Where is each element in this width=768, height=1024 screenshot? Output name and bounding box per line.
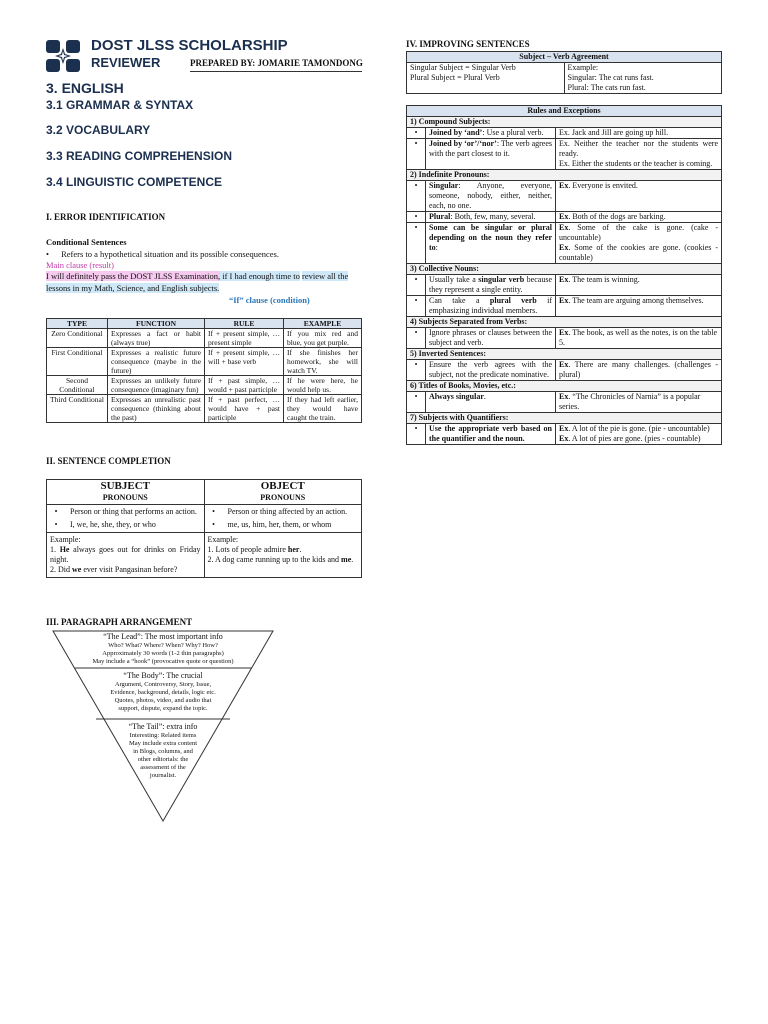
- example-text: 2. Did: [50, 565, 72, 574]
- example-pronoun: her: [287, 545, 300, 554]
- sva-header: [407, 52, 722, 63]
- sva-examples: [564, 63, 722, 94]
- rule-bold: Joined by ‘and’: [429, 128, 483, 137]
- bullet-icon: •: [407, 212, 426, 223]
- tail-line-6: journalist.: [149, 772, 177, 779]
- example-prefix: Ex: [559, 181, 569, 190]
- header-rule: [190, 71, 362, 72]
- rules-group-header: [407, 317, 722, 328]
- lead-line-1: Who? What? Where? When? Why? How?: [108, 642, 218, 649]
- bullet-icon: •: [212, 507, 215, 516]
- subject-header: [47, 480, 205, 505]
- bullet-icon: •: [407, 128, 426, 139]
- rules-title: Rules and Exceptions: [407, 106, 722, 117]
- example-text: . Some of the cake is gone. (cake - uncountable): [559, 223, 718, 242]
- rule-heading: 2) Indefinite Pronouns:: [407, 170, 722, 181]
- col-function: FUNCTION: [108, 319, 205, 329]
- tail-line-1: Interesting: Related items: [129, 732, 197, 739]
- rule-text: Ensure the verb agrees with the subject, not the predicate nominative.: [426, 360, 556, 381]
- table-cell: Expresses an unlikely future consequence (imaginary fun): [108, 376, 205, 395]
- sva-title: Subject – Verb Agreement: [407, 52, 722, 63]
- example-sentence: [46, 270, 356, 294]
- rule-row: [407, 328, 722, 349]
- table-cell: Expresses a fact or habit (always true): [108, 329, 205, 348]
- table-cell: If they had left earlier, they would have caught the train.: [284, 395, 362, 423]
- tail-line-2: May include extra content: [128, 740, 198, 747]
- body-line-4: support, dispute, expand the topic.: [118, 705, 208, 712]
- brand-subtitle: REVIEWER: [91, 55, 161, 70]
- bullet-icon: •: [46, 249, 49, 259]
- rule-rest: : The verb agrees with the part closest to it.: [429, 139, 553, 158]
- bullet-icon: •: [54, 507, 58, 516]
- rule-rest: because they represent a single entity.: [429, 275, 553, 294]
- example-text: always goes out for drinks on Friday night.: [50, 545, 201, 564]
- pronoun-table: [46, 479, 362, 578]
- rules-group-header: [407, 349, 722, 360]
- rule-row: [407, 275, 722, 296]
- prepared-by: PREPARED BY: JOMARIE TAMONDONG: [190, 58, 363, 68]
- example-prefix: Ex: [559, 328, 569, 337]
- subject-definition-text: Person or thing that performs an action.: [70, 507, 197, 516]
- example-prefix: Ex: [559, 434, 569, 443]
- rule-text: [426, 296, 556, 317]
- rule-text: [426, 223, 556, 264]
- example-text: 2. A dog came running up to the kids and: [207, 555, 342, 564]
- body-line-2: Evidence, background, details, logic etc.: [110, 689, 216, 696]
- example-prefix: Ex: [559, 243, 569, 252]
- section-grammar: 3.1 GRAMMAR & SYNTAX: [46, 98, 194, 112]
- example-label: Example:: [207, 535, 239, 544]
- rule-rest: :: [435, 243, 438, 252]
- sva-rule-plural: Plural Subject = Plural Verb: [410, 73, 500, 82]
- example-text: . The team is winning.: [568, 275, 640, 284]
- rule-rest: Can take a: [429, 296, 490, 305]
- sva-example-plural: Plural: The cats run fast.: [567, 83, 646, 92]
- rule-example-line: [559, 424, 718, 434]
- rule-text: [426, 275, 556, 296]
- rule-bold: Use the appropriate verb based on the quantifier and the noun.: [429, 424, 552, 443]
- example-prefix: Ex: [559, 296, 569, 305]
- table-cell: Expresses an unrealistic past consequence (thinking about the past): [108, 395, 205, 423]
- rule-example: [556, 296, 722, 317]
- body-block: [80, 670, 246, 713]
- table-cell: If + past perfect, … would have + past participle: [205, 395, 284, 423]
- conditional-table: [46, 318, 362, 423]
- rules-group-header: [407, 264, 722, 275]
- example-text: . A lot of the pie is gone. (pie - uncountable): [568, 424, 710, 433]
- rule-rest: : Use a plural verb.: [482, 128, 544, 137]
- rule-row: [407, 223, 722, 264]
- rule-text: [426, 139, 556, 170]
- example-prefix: Ex: [559, 275, 569, 284]
- tail-line-5: assessment of the: [140, 764, 186, 771]
- rule-example: [556, 424, 722, 445]
- table-cell: If you mix red and blue, you get purple.: [284, 329, 362, 348]
- example-text: .: [351, 555, 354, 564]
- rule-row: [407, 212, 722, 223]
- example-prefix: Ex: [559, 424, 569, 433]
- rule-text: [426, 212, 556, 223]
- subject-examples: [47, 533, 205, 578]
- example-text: . A lot of pies are gone. (pies - countable): [568, 434, 701, 443]
- conditional-subheading: Conditional Sentences: [46, 237, 127, 247]
- example-text: . The team are arguing among themselves.: [568, 296, 704, 305]
- rule-bold: singular verb: [478, 275, 525, 284]
- example-label: Example:: [567, 63, 599, 72]
- rule-rest: : Both, few, many, several.: [450, 212, 536, 221]
- example-text: ever visit Pangasinan before?: [81, 565, 178, 574]
- tail-title: “The Tail”: extra info: [128, 722, 198, 731]
- rule-example: [556, 223, 722, 264]
- body-line-3: Quotes, photos, video, and audio that: [114, 697, 212, 704]
- rule-row: [407, 296, 722, 317]
- rule-example: [556, 360, 722, 381]
- col-rule: RULE: [205, 319, 284, 329]
- object-example-2: [208, 555, 359, 565]
- if-clause-label: “If” clause (condition): [229, 295, 310, 305]
- bullet-icon: •: [407, 223, 426, 264]
- example-text: 1.: [50, 545, 60, 554]
- example-label: Example:: [50, 535, 81, 544]
- sva-table: [406, 51, 722, 94]
- rule-rest: if emphasizing individual members.: [429, 296, 552, 315]
- tail-line-3: in Blogs, columns, and: [133, 748, 193, 755]
- rule-example: [556, 139, 722, 170]
- rule-text: [426, 424, 556, 445]
- body-title: “The Body”: The crucial: [123, 671, 203, 680]
- bullet-icon: •: [407, 392, 426, 413]
- rules-header: [407, 106, 722, 117]
- example-text: . The book, as well as the notes, is on the table 5.: [559, 328, 718, 347]
- pronoun-header-row: [47, 480, 362, 505]
- col-example: EXAMPLE: [284, 319, 362, 329]
- object-definition-text: Person or thing affected by an action.: [227, 507, 348, 516]
- bullet-icon: •: [407, 181, 426, 212]
- table-cell: If + present simple, …present simple: [205, 329, 284, 348]
- main-clause-text: I will definitely pass the DOST JLSS Examination,: [46, 271, 221, 281]
- object-examples: [204, 533, 362, 578]
- rule-row: [407, 139, 722, 170]
- conditional-table-header: [47, 319, 362, 329]
- lead-line-3: May include a “hook” (provocative quote or question): [92, 658, 234, 665]
- example-prefix: Ex: [559, 360, 569, 369]
- rules-group-header: [407, 413, 722, 424]
- bullet-icon: •: [54, 520, 58, 529]
- rule-example-line: [559, 223, 718, 243]
- sva-rule-singular: Singular Subject = Singular Verb: [410, 63, 516, 72]
- bullet-icon: •: [407, 296, 426, 317]
- example-prefix: Ex: [559, 223, 569, 232]
- example-text: . Some of the cookies are gone. (cookies - countable): [559, 243, 718, 262]
- bullet-icon: •: [407, 424, 426, 445]
- rule-example-line: [559, 243, 718, 263]
- object-title: OBJECT: [260, 480, 305, 492]
- logo: [46, 40, 80, 72]
- rule-heading: 6) Titles of Books, Movies, etc.:: [407, 381, 722, 392]
- rule-text: Ignore phrases or clauses between the subject and verb.: [426, 328, 556, 349]
- table-cell: If she finishes her homework, she will watch TV.: [284, 348, 362, 376]
- table-cell: If + present simple, … will + base verb: [205, 348, 284, 376]
- rule-example: Ex. Jack and Jill are going up hill.: [556, 128, 722, 139]
- body-line-1: Argument, Controversy, Story, Issue,: [114, 681, 212, 688]
- rule-rest: Usually take a: [429, 275, 479, 284]
- table-cell: Zero Conditional: [47, 329, 108, 348]
- table-cell: Expresses a realistic future consequence (maybe in the future): [108, 348, 205, 376]
- rule-bold: Joined by ‘or’/‘nor’: [429, 139, 497, 148]
- rule-heading: 1) Compound Subjects:: [407, 117, 722, 128]
- bullet-icon: •: [212, 520, 215, 529]
- table-row: [47, 395, 362, 423]
- subject-subtitle: PRONOUNS: [102, 493, 148, 502]
- section-reading: 3.3 READING COMPREHENSION: [46, 149, 233, 163]
- subject-pronoun-list: I, we, he, she, they, or who: [70, 520, 156, 529]
- rule-row: [407, 424, 722, 445]
- col-type: TYPE: [47, 319, 108, 329]
- table-cell: First Conditional: [47, 348, 108, 376]
- rule-bold: Some can be singular or plural depending on the noun they refer to: [429, 223, 552, 252]
- error-id-heading: I. ERROR IDENTIFICATION: [46, 212, 166, 222]
- example-pronoun: He: [59, 545, 70, 554]
- sva-row: [407, 63, 722, 94]
- rule-heading: 4) Subjects Separated from Verbs:: [407, 317, 722, 328]
- subject-title: SUBJECT: [100, 480, 151, 492]
- table-row: [47, 329, 362, 348]
- rules-table: [406, 105, 722, 445]
- subject-definition: [47, 505, 205, 533]
- table-cell: If + past simple, … would + past participle: [205, 376, 284, 395]
- bullet-icon: •: [407, 275, 426, 296]
- rule-bold: Always singular: [429, 392, 484, 401]
- example-pronoun: we: [72, 565, 82, 574]
- rule-row: [407, 360, 722, 381]
- table-row: [47, 376, 362, 395]
- rule-text: [426, 181, 556, 212]
- rule-bold: plural verb: [489, 296, 537, 305]
- rule-example: [556, 392, 722, 413]
- if-clause-text-2: review all the lessons in my Math, Science, and English subjects.: [46, 271, 349, 293]
- example-text: . There are many challenges. (challenges - plural): [559, 360, 718, 379]
- object-header: [204, 480, 362, 505]
- example-text: .: [299, 545, 302, 554]
- section-linguistic: 3.4 LINGUISTIC COMPETENCE: [46, 175, 223, 189]
- pronoun-example-row: [47, 533, 362, 578]
- example-prefix: Ex: [559, 392, 569, 401]
- table-cell: Third Conditional: [47, 395, 108, 423]
- table-row: [47, 348, 362, 376]
- rules-group-header: [407, 170, 722, 181]
- rule-example-line: Ex. Either the students or the teacher is coming.: [559, 159, 713, 168]
- example-text: . Both of the dogs are barking.: [568, 212, 666, 221]
- paragraph-heading: III. PARAGRAPH ARRANGEMENT: [46, 617, 193, 627]
- object-pronoun-list: me, us, him, her, them, or whom: [227, 520, 332, 529]
- lead-block: [60, 632, 266, 666]
- rule-example-line: Ex. Neither the teacher nor the students were ready.: [559, 139, 718, 158]
- example-prefix: Ex: [559, 212, 569, 221]
- object-subtitle: PRONOUNS: [260, 493, 306, 502]
- rule-heading: 3) Collective Nouns:: [407, 264, 722, 275]
- section-main: 3. ENGLISH: [46, 80, 124, 96]
- improving-heading: IV. IMPROVING SENTENCES: [406, 39, 530, 49]
- section-vocabulary: 3.2 VOCABULARY: [46, 123, 151, 137]
- rule-heading: 7) Subjects with Quantifiers:: [407, 413, 722, 424]
- rule-text: [426, 392, 556, 413]
- rule-rest: .: [483, 392, 486, 401]
- lead-title: “The Lead”: The most important info: [103, 632, 223, 641]
- tail-block: [100, 721, 226, 780]
- bullet-icon: •: [407, 360, 426, 381]
- bullet-icon: •: [407, 328, 426, 349]
- subject-example-1: [50, 545, 201, 565]
- rule-row: [407, 392, 722, 413]
- rules-group-header: [407, 117, 722, 128]
- object-definition: [204, 505, 362, 533]
- rule-text: [426, 128, 556, 139]
- main-clause-label: Main clause (result): [46, 260, 114, 270]
- conditional-definition: Refers to a hypothetical situation and its possible consequences.: [61, 249, 279, 259]
- subject-example-2: [50, 565, 201, 575]
- rule-example: [556, 181, 722, 212]
- conditional-bullet: [46, 249, 279, 259]
- rule-bold: Plural: [429, 212, 451, 221]
- completion-heading: II. SENTENCE COMPLETION: [46, 456, 171, 466]
- rule-example: [556, 275, 722, 296]
- example-text: . Everyone is envited.: [568, 181, 638, 190]
- example-text: . “The Chronicles of Narnia” is a popular series.: [559, 392, 701, 411]
- rule-row: [407, 181, 722, 212]
- object-example-1: [208, 545, 359, 555]
- rules-group-header: [407, 381, 722, 392]
- rule-bold: Singular: [429, 181, 459, 190]
- sva-rules: [407, 63, 565, 94]
- brand-title: DOST JLSS SCHOLARSHIP: [91, 37, 288, 54]
- if-clause-text-1: if I had enough time to: [220, 271, 300, 281]
- bullet-icon: •: [407, 139, 426, 170]
- example-text: 1. Lots of people admire: [207, 545, 288, 554]
- rule-example-line: [559, 434, 718, 444]
- pronoun-definition-row: [47, 505, 362, 533]
- example-pronoun: me: [341, 555, 352, 564]
- rule-rest: : Anyone, everyone, someone, nobody, either, neither, each, no one.: [429, 181, 552, 210]
- table-cell: Second Conditional: [47, 376, 108, 395]
- rule-heading: 5) Inverted Sentences:: [407, 349, 722, 360]
- tail-line-4: other editorials: the: [137, 756, 189, 763]
- rule-example: [556, 212, 722, 223]
- rule-row: [407, 128, 722, 139]
- lead-line-2: Approximately 30 words (1-2 thin paragraphs): [102, 650, 224, 657]
- rule-example: [556, 328, 722, 349]
- sva-example-singular: Singular: The cat runs fast.: [567, 73, 654, 82]
- table-cell: If he were here, he would help us.: [284, 376, 362, 395]
